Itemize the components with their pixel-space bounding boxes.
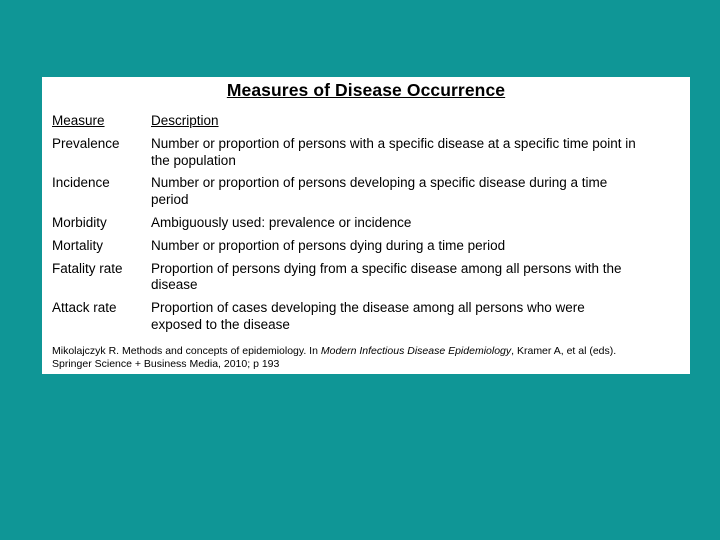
row-measure-incidence: Incidence [52,175,110,190]
row-description-prevalence-line2: the population [151,153,236,168]
header-description: Description [151,113,219,128]
citation [52,345,682,371]
table-card [42,77,690,374]
row-description-attack-rate-line2: exposed to the disease [151,317,290,332]
row-measure-morbidity: Morbidity [52,215,107,230]
row-description-mortality: Number or proportion of persons dying during a time period [151,238,506,253]
row-description-fatality-rate-line1: Proportion of persons dying from a specific disease among all persons with the [151,261,622,276]
row-description-attack-rate-line1: Proportion of cases developing the disease among all persons who were [151,300,585,315]
table-title: Measures of Disease Occurrence [226,80,506,100]
row-measure-fatality-rate: Fatality rate [52,261,123,276]
citation-line1 [52,345,682,358]
citation-editors: , Kramer A, et al (eds). [511,345,617,357]
row-measure-mortality: Mortality [52,238,104,253]
header-measure: Measure [52,113,105,128]
row-description-fatality-rate-line2: disease [151,277,198,292]
row-measure-attack-rate: Attack rate [52,300,117,315]
citation-line2: Springer Science + Business Media, 2010; p 193 [52,358,280,370]
citation-book-title: Modern Infectious Disease Epidemiology [320,345,512,357]
row-description-incidence-line1: Number or proportion of persons developing a specific disease during a time [151,175,608,190]
row-description-morbidity: Ambiguously used: prevalence or incidence [151,215,412,230]
row-description-prevalence-line1: Number or proportion of persons with a specific disease at a specific time point in [151,136,636,151]
row-measure-prevalence: Prevalence [52,136,120,151]
row-description-incidence-line2: period [151,192,189,207]
citation-authors: Mikolajczyk R. Methods and concepts of epidemiology. In [52,345,321,357]
